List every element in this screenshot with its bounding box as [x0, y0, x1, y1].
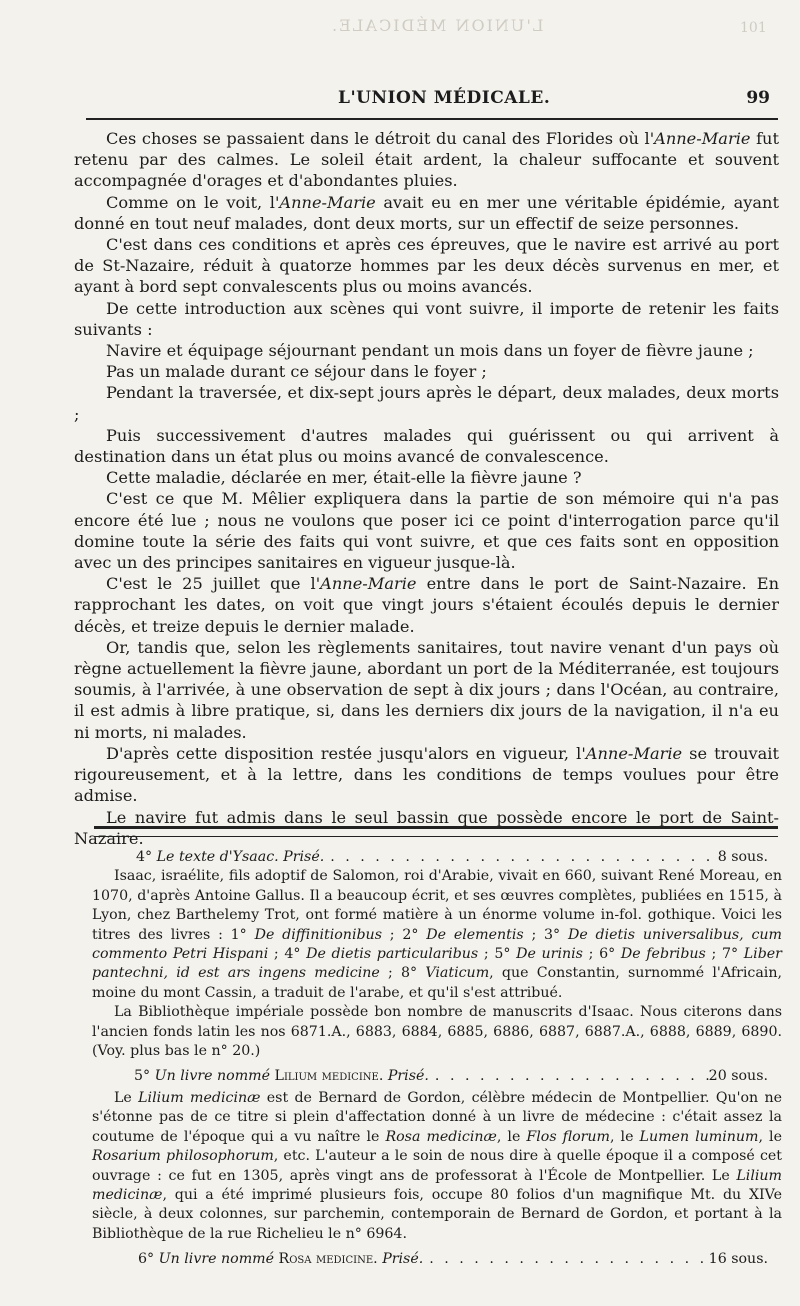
text-span: ; 4°	[268, 946, 307, 963]
commentary-paragraph	[92, 1003, 782, 1061]
italic-span: Rosa medicinæ	[385, 1128, 497, 1145]
text-span: , le	[610, 1128, 640, 1145]
entry-title	[134, 1067, 429, 1086]
paragraph	[74, 234, 779, 298]
italic-span: Anne-Marie	[585, 743, 683, 763]
italic-span: Lumen luminum	[639, 1128, 759, 1145]
text-span: Le	[114, 1089, 139, 1106]
italic-span: Rosarium philosophorum	[92, 1148, 274, 1165]
catalog-entry	[92, 1067, 782, 1086]
italic-span: Viaticum	[425, 965, 490, 982]
journal-title: L'UNION MÉDICALE.	[338, 88, 551, 108]
page-number: 99	[746, 88, 770, 108]
paragraph	[74, 361, 779, 382]
text-span: fut retenu par des calmes. Le soleil était ardent, la chaleur suffocante et souvent accompagnée d'orages et d'abondantes pluies.	[74, 129, 779, 191]
text-span: ; 5°	[478, 946, 517, 963]
text-span: se trouvait rigoureusement, et à la lettre, dans les conditions de temps voulues pour être admise.	[74, 743, 779, 806]
italic-span: De elementis	[426, 926, 524, 943]
entry-price: 8 sous.	[717, 849, 768, 865]
paragraph	[74, 298, 779, 340]
bleed-through-header: L'UNION MÉDICALE.	[330, 16, 544, 35]
commentary-paragraph	[92, 867, 782, 1003]
entry-title	[138, 1250, 423, 1269]
italic-span: Liber pantechni, id est ars ingens medicine	[92, 946, 782, 982]
text-span: Cette maladie, déclarée en mer, était-elle la fièvre jaune ?	[106, 468, 582, 488]
commentary-paragraph	[92, 1089, 782, 1244]
text-span: ; 6°	[582, 946, 621, 963]
text-span: est de Bernard de Gordon, célèbre médecin de Montpellier. Qu'on ne s'étonne pas de ce titre si plein d'affectation donné à un livre de médecine : c'était assez la coutume de l'époque qui a vu naître le	[92, 1089, 783, 1145]
paragraph	[74, 128, 779, 192]
paragraph	[74, 637, 779, 743]
italic-span: Lilium medicinæ	[138, 1089, 261, 1106]
entry-price: 16 sous.	[708, 1251, 768, 1268]
italic-span: De febribus	[620, 946, 706, 963]
italic-span: Anne-Marie	[320, 574, 417, 594]
italic-span: Prisé.	[387, 1068, 429, 1085]
running-header	[90, 88, 770, 112]
paragraph	[74, 467, 779, 488]
italic-span: Prisé.	[382, 1251, 424, 1268]
italic-span: Anne-Marie	[279, 192, 376, 212]
dot-leader	[324, 848, 717, 867]
text-span: , que Constantin, surnommé l'Africain, moine du mont Cassin, a traduit de l'arabe, et qu'il s'est attribué.	[92, 965, 782, 1001]
smallcaps-span: Lilium medicine.	[274, 1068, 384, 1085]
text-span: ; 3°	[523, 926, 568, 943]
italic-span: De diffinitionibus	[254, 926, 382, 943]
smallcaps-span: Rosa medicine.	[278, 1251, 378, 1268]
text-span: Or, tandis que, selon les règlements sanitaires, tout navire venant d'un pays où règne actuellement la fièvre jaune, abordant un port de la Méditerranée, est toujours soumis, à l'arrivée, à une observation de sept à dix jours ; dans l'Océan, au contraire, il est admis à libre pratique, si, dans les derniers dix jours de la navigation, il n'a eu ni morts, ni malades.	[74, 637, 779, 742]
paragraph	[74, 382, 779, 424]
main-text	[74, 128, 779, 849]
entry-number: 4°	[136, 849, 157, 865]
text-span: De cette introduction aux scènes qui vont suivre, il importe de retenir les faits suivants :	[74, 298, 779, 339]
paragraph	[74, 573, 779, 637]
text-span: ; 2°	[381, 926, 427, 943]
italic-span: Anne-Marie	[654, 129, 751, 148]
text-span: D'après cette disposition restée jusqu'alors en vigueur, l'	[106, 743, 586, 763]
text-span: C'est le 25 juillet que l'	[106, 574, 321, 594]
text-span: ; 8°	[379, 965, 426, 982]
header-rule	[86, 118, 778, 120]
text-span: , le	[758, 1128, 782, 1145]
italic-span: De dietis particularibus	[306, 946, 479, 963]
text-span: avait eu en mer une véritable épidémie, ayant donné en tout neuf malades, dont deux morts, sur un effectif de seize personnes.	[74, 192, 779, 233]
text-span: Comme on le voit, l'	[106, 192, 280, 212]
paragraph	[74, 743, 779, 807]
text-span: Navire et équipage séjournant pendant un mois dans un foyer de fièvre jaune ;	[106, 341, 754, 361]
text-span: C'est dans ces conditions et après ces épreuves, que le navire est arrivé au port de St-Nazaire, réduit à quatorze hommes par les deux décès survenus en mer, et ayant à bord sept convalescents plus ou moins avancés.	[74, 235, 779, 297]
text-span: Pas un malade durant ce séjour dans le foyer ;	[106, 362, 487, 382]
text-span: Isaac, israélite, fils adoptif de Salomon, roi d'Arabie, vivait en 660, suivant René Moreau, en 1070, d'après Antoine Gallus. Il a beaucoup écrit, et ses œuvres complètes, publiées en 1515, à Lyon, chez Barthelemy Trot, ont formé matière à un énorme volume in-fol. gothique. Voici les titres des livres : 1°	[92, 868, 782, 943]
paragraph	[74, 192, 779, 234]
italic-span: Le texte d'Ysaac. Prisé.	[156, 849, 325, 865]
text-span: ; 7°	[705, 946, 744, 963]
text-span: , etc. L'auteur a le soin de nous dire à quelle époque il a composé cet ouvrage : ce fut en 1305, après vingt ans de professorat à l'École de Montpellier. Le	[92, 1148, 782, 1184]
text-span: Pendant la traversée, et dix-sept jours après le départ, deux malades, deux morts ;	[74, 383, 779, 424]
catalog-entry	[92, 848, 782, 867]
italic-span: De urinis	[516, 946, 583, 963]
italic-span: Flos florum	[526, 1128, 611, 1145]
italic-span: Lilium medicinæ	[92, 1167, 782, 1203]
text-span: Puis successivement d'autres malades qui guérissent ou qui arrivent à destination dans un état plus ou moins avancé de convalescence.	[74, 425, 779, 467]
entry-price: 20 sous.	[708, 1068, 768, 1085]
paragraph	[74, 425, 779, 467]
text-span: entre dans le port de Saint-Nazaire. En rapprochant les dates, on voit que vingt jours s'étaient écoulés depuis le dernier décès, et treize depuis le dernier malade.	[74, 574, 779, 636]
text-span: C'est ce que M. Mêlier expliquera dans la partie de son mémoire qui n'a pas encore été lue ; nous ne voulons que poser ici ce point d'interrogation parce qu'il domine toute la série des faits qui vont suivre, et que ces faits sont en opposition avec un des principes sanitaires en vigueur jusque-là.	[74, 489, 779, 573]
section-rule	[94, 826, 778, 837]
paragraph	[74, 488, 779, 573]
italic-span: De dietis universalibus, cum commento Petri Hispani	[92, 926, 783, 963]
catalog-entry	[92, 1250, 782, 1269]
bleed-through-page-number: 101	[740, 20, 767, 36]
bibliography-section	[92, 848, 782, 1270]
italic-span: Un livre nommé	[154, 1068, 271, 1085]
italic-span: Un livre nommé	[158, 1251, 275, 1268]
text-span: Le navire fut admis dans le seul bassin que possède encore le port de Saint-Nazaire.	[74, 807, 779, 848]
text-span: Ces choses se passaient dans le détroit du canal des Florides où l'	[106, 129, 655, 148]
text-span: , qui a été imprimé plusieurs fois, occupe 80 folios d'un magnifique Mt. du XIVe siècle, à deux colonnes, sur parchemin, contemporain de Bernard de Gordon, et portant à la Bibliothèque de la rue Richelieu le n° 6964.	[92, 1186, 782, 1242]
text-span: , le	[496, 1128, 527, 1145]
text-span: La Bibliothèque impériale possède bon nombre de manuscrits d'Isaac. Nous citerons dans l'ancien fonds latin les nos 6871.A., 6883, 6884, 6885, 6886, 6887, 6887.A., 6888, 6889, 6890. (Voy. plus bas le n° 20.)	[92, 1004, 782, 1060]
paragraph	[74, 340, 779, 361]
entry-number: 6°	[138, 1251, 159, 1268]
entry-title	[136, 848, 324, 867]
dot-leader	[429, 1067, 709, 1086]
entry-number: 5°	[134, 1068, 155, 1085]
dot-leader	[423, 1250, 708, 1269]
